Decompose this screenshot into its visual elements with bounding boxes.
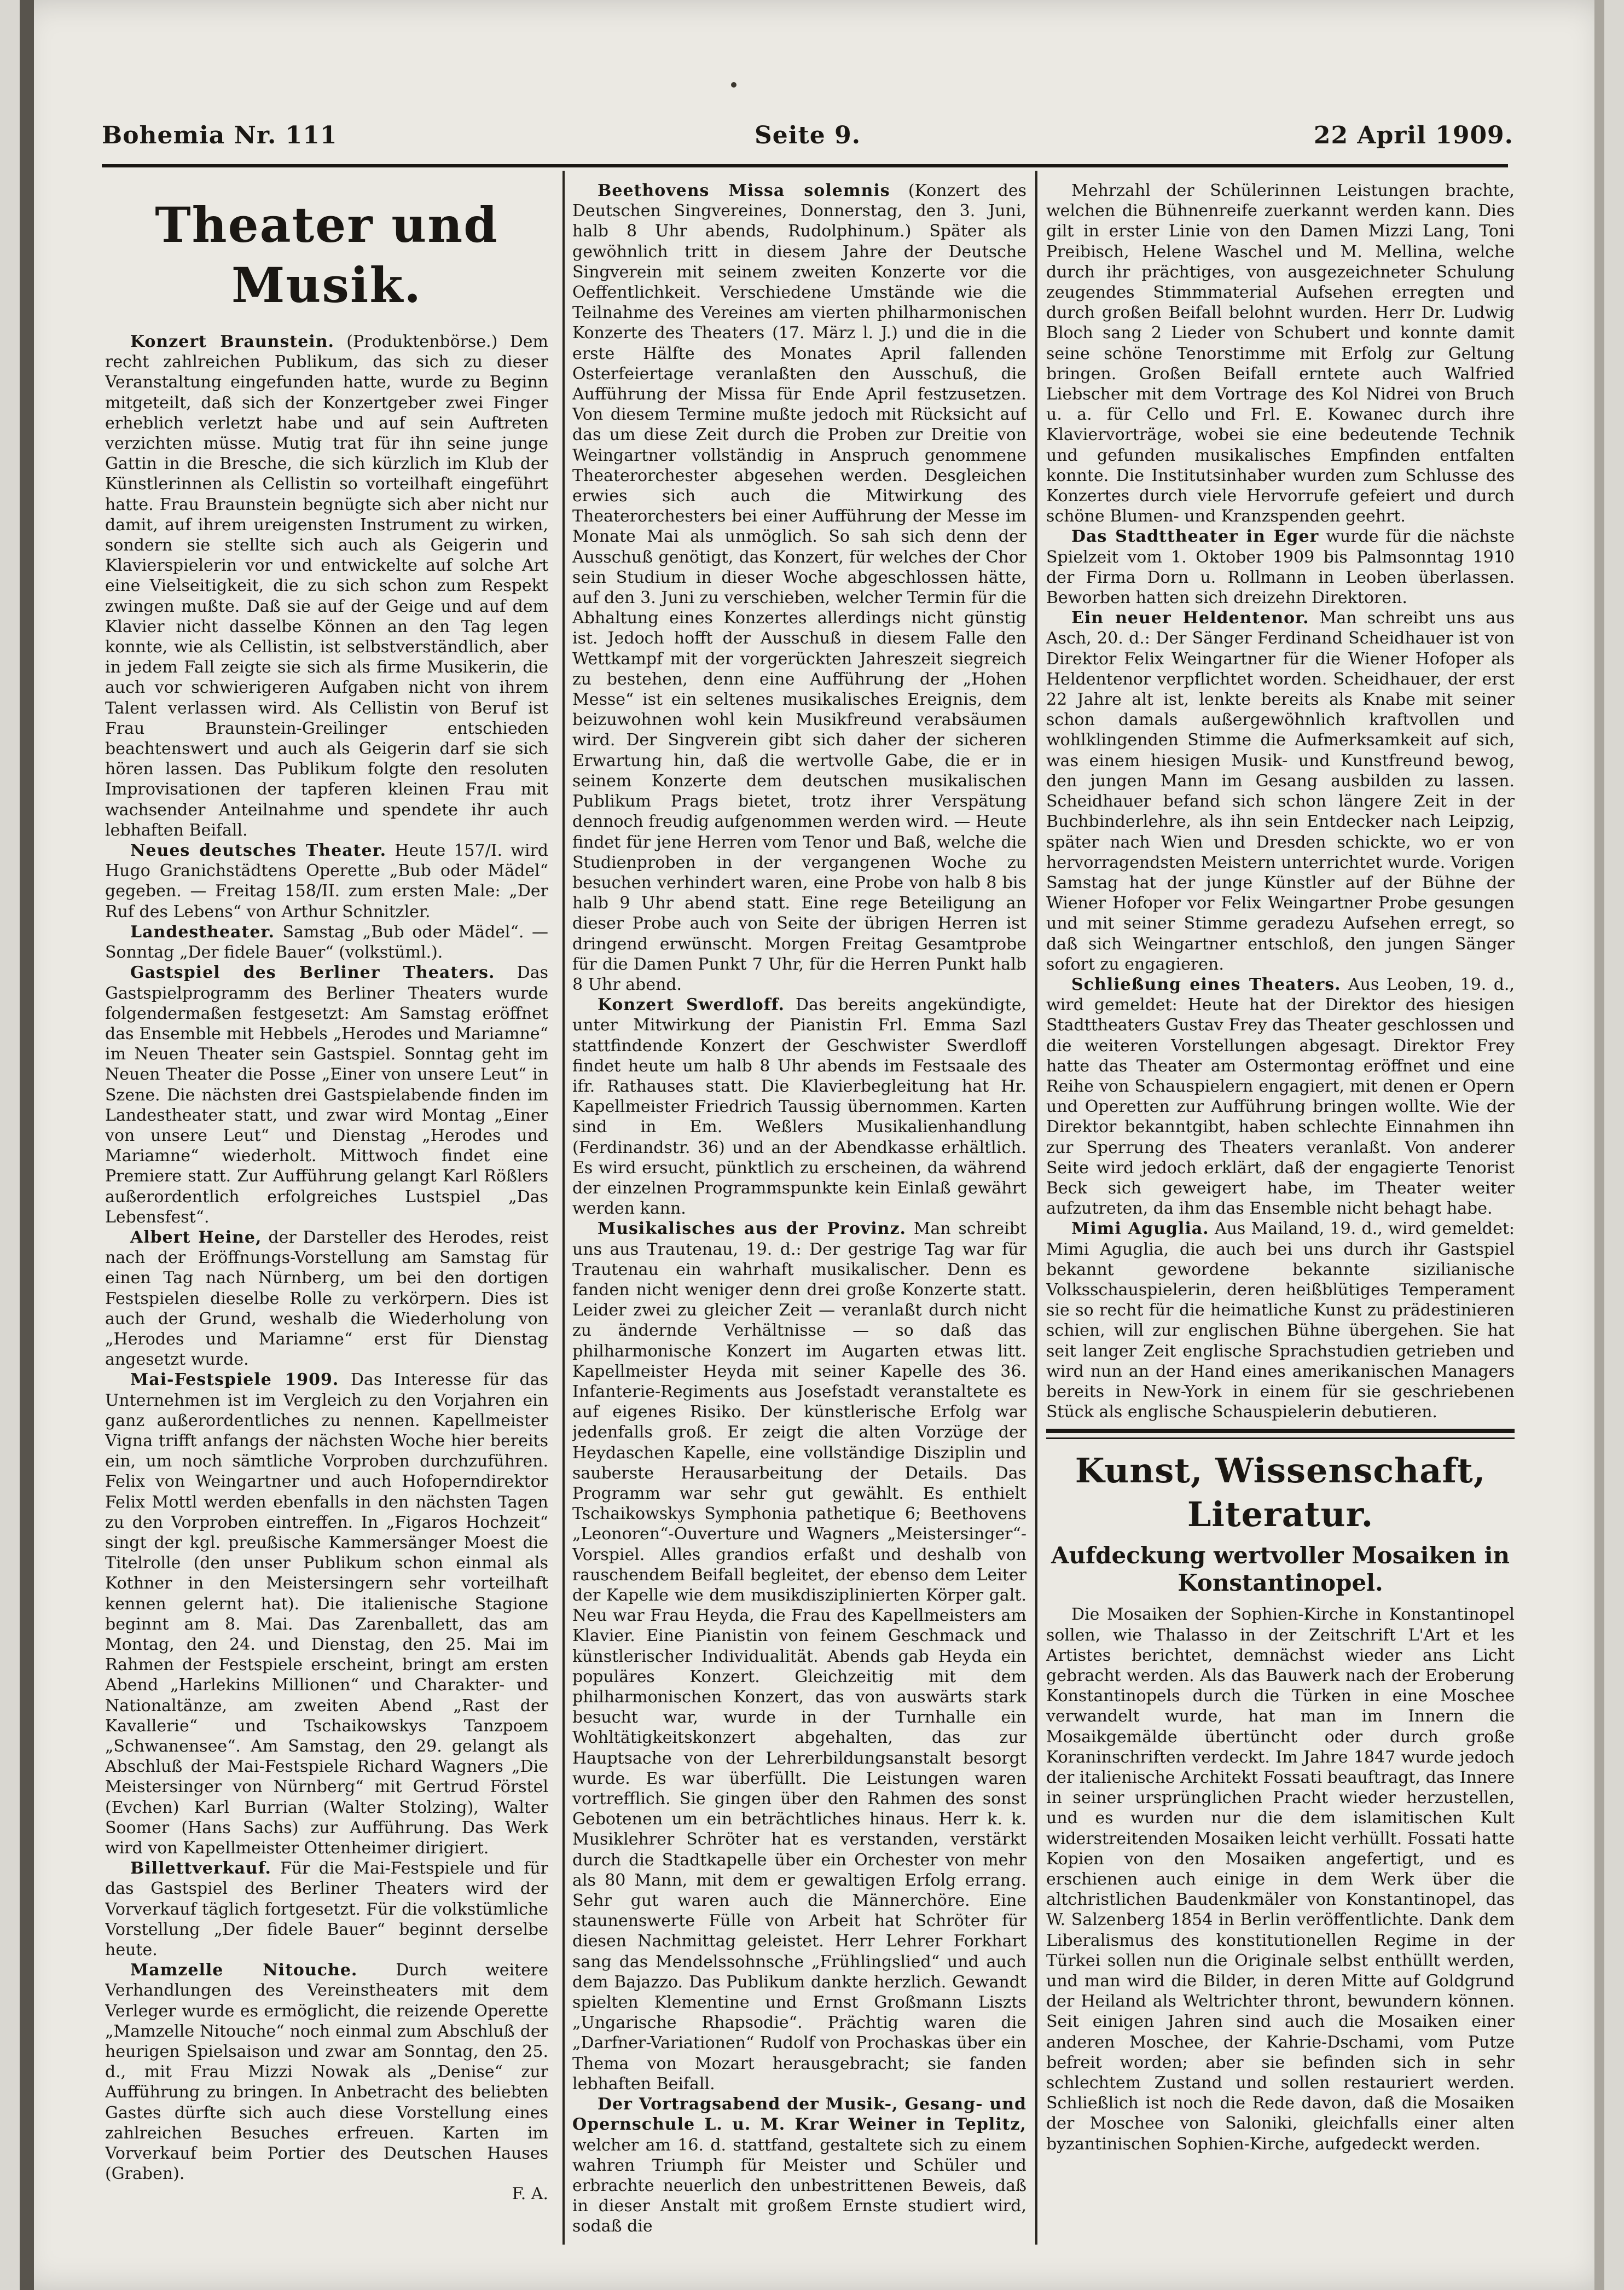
column-divider [562,171,565,2245]
article-keyword: Neues deutsches Theater. [130,841,387,861]
section-title: Theater und Musik. [155,196,498,314]
article-headline: Aufdeckung wertvoller Mosaiken in Konstantinopel. [1051,1542,1510,1597]
article-keyword: Mai-Festspiele 1909. [130,1370,339,1390]
article-keyword: Mamzelle Nitouche. [130,1961,358,1980]
article-paragraph [105,1227,548,1370]
article-paragraph [105,840,548,922]
article-paragraph [572,995,1026,1219]
article-text: (Produktenbörse.) Dem recht zahlreichen Publikum, das sich zu dieser Veranstaltung eingefunden hatte, wurde zu Beginn mitgeteilt, daß sich der Konzertgeber zwei Finger erheblich verletzt habe und auf sein Auftreten verzichten müsse. Mutig trat für ihn seine junge Gattin in die Bresche, die sich kürzlich im Klub der Künstlerinnen als Cellistin so vorteilhaft eingeführt hatte. Frau Braunstein begnügte sich aber nicht nur damit, auf ihrem ureigensten Instrument zu wirken, sondern sie stellte sich auch als Geigerin und Klavierspielerin vor und entwickelte auf solche Art eine Vielseitigkeit, die zu sich schon zum Respekt zwingen mußte. Daß sie auf der Geige und auf dem Klavier nicht dasselbe Können an den Tag legen konnte, wie als Cellistin, ist selbstverständlich, aber in jedem Fall zeigte sie sich als firme Musikerin, die auch vor schwierigeren Aufgaben nicht von ihrem Talent verlassen wird. Als Cellistin von Beruf ist Frau Braunstein-Greilinger entschieden beachtenswert und auch als Geigerin darf sie sich hören lassen. Das Publikum folgte den resoluten Improvisationen der tapferen kleinen Frau mit wachsender Anteilnahme und spendete ihr auch lebhaften Beifall. [105,332,548,840]
newspaper-page [20,0,1604,2290]
article-keyword: Konzert Swerdloff. [598,995,785,1015]
article-paragraph [1046,526,1515,608]
scan-edge [20,0,34,2290]
article-paragraph [1046,608,1515,975]
article-keyword: Billettverkauf. [130,1859,271,1879]
article-text: Aus Leoben, 19. d., wird gemeldet: Heute hat der Direktor des hiesigen Stadttheaters Gustav Frey das Theater geschlossen und die weiteren Vorstellungen abgesagt. Direktor Frey hatte das Theater am Ostermontag eröffnet und eine Reihe von Schauspielern engagiert, mit denen er Opern und Operetten zur Aufführung bringen wollte. Wie der Direktor bekanntgibt, haben schlechte Einnahmen ihn zur Sperrung des Theaters veranlaßt. Von anderer Seite wird jedoch erklärt, daß der engagierte Tenorist Beck sich geweigert habe, im Theater weiter aufzutreten, da ihm das Ensemble nicht behagt habe. [1046,975,1515,1219]
page-number: Seite 9. [754,121,861,149]
article-paragraph [105,1370,548,1858]
article-text: Aus Mailand, 19. d., wird gemeldet: Mimi Aguglia, die auch bei uns durch ihr Gastspiel bekannt gewordene bekannte sizilianische Volksschauspielerin, deren heißblütiges Temperament sie so recht für die heimatliche Kunst zu prädestinieren schien, will zur englischen Bühne übergehen. Sie hat seit langer Zeit englische Sprachstudien getrieben und wird nun an der Hand eines amerikanischen Managers bereits in New-York in einem für sie geschriebenen Stück als englische Schauspielerin debutieren. [1046,1219,1515,1422]
section-title-2: Kunst, Wissenschaft, Literatur. [1075,1451,1486,1535]
article-text: der Darsteller des Herodes, reist nach der Eröffnungs-Vorstellung am Samstag für einen Tag nach Nürnberg, um bei den dortigen Festspielen dieselbe Rolle zu verkörpern. Dies ist auch der Grund, weshalb die Wiederholung von „Herodes und Mariamne“ erst für Dienstag angesetzt wurde. [105,1227,548,1370]
article-paragraph [572,1219,1026,2094]
article-keyword: Mimi Aguglia. [1071,1219,1209,1239]
scan-edge [1594,0,1604,2290]
punch-mark [731,82,736,88]
article-text: Durch weitere Verhandlungen des Vereinstheaters mit dem Verleger wurde es ermöglicht, die reizende Operette „Mamzelle Nitouche“ noch einmal zum Abschluß der heurigen Spielsaison und zwar am Sonntag, den 25. d., mit Frau Mizzi Nowak als „Denise“ zur Aufführung zu bringen. In Anbetracht des beliebten Gastes dürfte sich auch diese Vorstellung eines zahlreichen Besuches erfreuen. Karten im Vorverkauf beim Portier des Deutschen Hauses (Graben). [105,1961,548,2184]
issue-label: Bohemia Nr. 111 [102,121,338,149]
article-text: welcher am 16. d. stattfand, gestaltete sich zu einem wahren Triumph für Meister und Schüler und erbrachte neuerlich den unbestrittenen Beweis, daß in dieser Anstalt mit großem Ernste studiert wird, sodaß die [572,2135,1026,2236]
article-paragraph [1046,1604,1515,2154]
article-text: Samstag „Bub oder Mädel“. — Sonntag „Der fidele Bauer“ (volkstüml.). [105,922,548,963]
article-keyword: Gastspiel des Berliner Theaters. [130,963,495,983]
article-text: Man schreibt uns aus Asch, 20. d.: Der Sänger Ferdinand Scheidhauer ist von Direktor Felix Weingartner für die Wiener Hofoper als Heldentenor verpflichtet worden. Scheidhauer, der erst 22 Jahre alt ist, lenkte bereits als Knabe mit seiner schon damals außergewöhnlich kraftvollen und wohlklingenden Stimme die Aufmerksamkeit auf sich, was einem hiesigen Musik- und Kunstfreund bewog, den jungen Mann im Gesang ausbilden zu lassen. Scheidhauer befand sich schon längere Zeit in der Buchbinderlehre, als ihn sein Entdecker nach Leipzig, später nach Wien und Dresden schickte, wo er von hervorragendsten Meistern unterrichtet wurde. Vorigen Samstag hat der junge Künstler auf der Bühne der Wiener Hofoper vor Felix Weingartner Probe gesungen und mit seiner Stimme geradezu Aufsehen erregt, so daß sich Weingartner entschloß, den jungen Sänger sofort zu engagieren. [1046,608,1515,974]
article-text: wurde für die nächste Spielzeit vom 1. Oktober 1909 bis Palmsonntag 1910 der Firma Dorn u. Rollmann in Leoben überlassen. Beworben hatten sich dreizehn Direktoren. [1046,527,1515,608]
article-keyword: Das Stadttheater in Eger [1071,527,1319,547]
page-header [102,121,1513,160]
article-paragraph [572,181,1026,995]
article-text: Man schreibt uns aus Trautenau, 19. d.: Der gestrige Tag war für Trautenau ein wahrhaft musikalischer. Denn es fanden nicht weniger denn drei große Konzerte statt. Leider zwei zu gleicher Zeit — veranlaßt durch nicht zu ändernde Verhältnisse — so daß das philharmonische Konzert im Augarten etwas litt. Kapellmeister Heyda mit seiner Kapelle des 36. Infanterie-Regiments aus Josefstadt veranstaltete es auf eigenes Risiko. Der künstlerische Erfolg war jedenfalls groß. Er zeigt die alten Vorzüge der Heydaschen Kapelle, eine vollständige Disziplin und sauberste Herausarbeitung der Details. Das Programm war sehr gut gewählt. Es enthielt Tschaikowskys Symphonia pathetique 6; Beethovens „Leonoren“-Ouverture und Wagners „Meistersinger“-Vorspiel. Alles grandios erfaßt und deshalb von rauschendem Beifall begleitet, der ebenso dem Leiter der Kapelle wie dem musikdisziplinierten Körper galt. Neu war Frau Heyda, die Frau des Kapellmeisters am Klavier. Eine Pianistin von feinem Geschmack und künstlerischer Individualität. Abends gab Heyda ein populäres Konzert. Gleichzeitig mit dem philharmonischen Konzert, das von auswärts stark besucht war, wurde in der Turnhalle ein Wohltätigkeitskonzert abgehalten, das zur Hauptsache von der Lehrerbildungsanstalt besorgt wurde. Es war überfüllt. Die Leistungen waren vortrefflich. Sie gingen über den Rahmen des sonst Gebotenen um ein beträchtliches hinaus. Herr k. k. Musiklehrer Schröter hat es verstanden, verstärkt durch die Stadtkapelle über ein Orchester von mehr als 80 Mann, mit dem er gewaltigen Erfolg errang. Sehr gut waren auch die Männerchöre. Eine staunenswerte Fülle von Arbeit hat Schröter für diesen Nachmittag geleistet. Herr Lehrer Forkhart sang das Mendelssohnsche „Frühlingslied“ und auch dem Bajazzo. Das Publikum dankte herzlich. Gewandt spielten Klementine und Ernst Großmann Liszts „Ungarische Rhapsodie“. Prächtig waren die „Darfner-Variationen“ Rudolf von Prochaskas über ein Thema von Mozart herausgebracht; sie fanden lebhaften Beifall. [572,1219,1026,2094]
article-text: Die Mosaiken der Sophien-Kirche in Konstantinopel sollen, wie Thalasso in der Zeitschrift L'Art et les Artistes berichtet, demnächst wieder ans Licht gebracht werden. Als das Bauwerk nach der Eroberung Konstantinopels durch die Türken in eine Moschee verwandelt wurde, hat man im Innern die Mosaikgemälde übertüncht oder durch große Koraninschriften verdeckt. Im Jahre 1847 wurde jedoch der italienische Architekt Fossati beauftragt, das Innere in seiner ursprünglichen Pracht wieder herzustellen, und es wurden nur die dem islamitischen Kult widerstreitenden Mosaiken leicht verhüllt. Fossati hatte Kopien von den Mosaiken angefertigt, und es erschienen auch einige in dem Werk über die altchristlichen Baudenkmäler von Konstantinopel, das W. Salzenberg 1854 in Berlin veröffentlichte. Dank dem Liberalismus des konstitutionellen Regime in der Türkei sollen nun die Originale selbst enthüllt werden, und man wird die Bilder, in deren Mitte auf Goldgrund der Heiland als Weltrichter thront, bewundern können. Seit einigen Jahren sind auch die Mosaiken einer anderen Moschee, der Kahrie-Dschami, vom Putze befreit worden; aber sie befinden sich in sehr schlechtem Zustand und sollen restauriert werden. Schließlich ist noch die Rede davon, daß die Mosaiken der Moschee von Saloniki, gleichfalls einer alten byzantinischen Sophien-Kirche, aufgedeckt werden. [1046,1605,1515,2154]
article-text: Mehrzahl der Schülerinnen Leistungen brachte, welchen die Bühnenreife zuerkannt werden kann. Dies gilt in erster Linie von den Damen Mizzi Lang, Toni Preibisch, Helene Waschel und M. Mellina, welche durch ihr prächtiges, von ausgezeichneter Schulung zeugendes Stimmmaterial Aufsehen erregten und durch großen Beifall belohnt wurden. Herr Dr. Ludwig Bloch sang 2 Lieder von Schubert und konnte damit seine schöne Tenorstimme mit Erfolg zur Geltung bringen. Großen Beifall erntete auch Walfried Liebscher mit dem Vortrage des Kol Nidrei von Bruch u. a. für Cello und Frl. E. Kowanec durch ihre Klaviervorträge, wobei sie eine bedeutende Technik und gefunden musikalisches Empfinden entfalten konnte. Die Institutsinhaber wurden zum Schlusse des Konzertes durch viele Hervorrufe gefeiert und durch schöne Blumen- und Kranzspenden geehrt. [1046,181,1515,526]
article-keyword: Schließung eines Theaters. [1071,975,1341,994]
column-2-body [572,181,1026,2237]
article-text: Das Interesse für das Unternehmen ist im Vergleich zu den Vorjahren ein ganz außerordentliches zu nennen. Kapellmeister Vigna trifft anfangs der nächsten Woche hier bereits ein, um noch sämtliche Vorproben durchzuführen. Felix von Weingartner und auch Hofoperndirektor Felix Mottl werden ebenfalls in den nächsten Tagen zu den Vorproben eintreffen. In „Figaros Hochzeit“ singt der kgl. preußische Kammersänger Moest die Titelrolle (den unser Publikum schon einmal als Kothner in den Meistersingern sehr vorteilhaft kennen gelernt hat). Die italienische Stagione beginnt am 8. Mai. Das Zarenballett, das am Montag, den 24. und Dienstag, den 25. Mai im Rahmen der Festspiele erscheint, bringt am ersten Abend „Harlekins Millionen“ und Charakter- und Nationaltänze, am zweiten Abend „Rast der Kavallerie“ und Tschaikowskys Tanzpoem „Schwanensee“. Am Samstag, den 29. gelangt als Abschluß der Mai-Festspiele Richard Wagners „Die Meistersinger von Nürnberg“ mit Gertrud Förstel (Evchen) Karl Burrian (Walter Stolzing), Walter Soomer (Hans Sachs) zur Aufführung. Das Werk wird von Kapellmeister Ottenheimer dirigiert. [105,1370,548,1858]
column-3-bottom [1046,1604,1515,2154]
article-paragraph [105,963,548,1227]
column-3-top [1046,181,1515,1422]
article-text: Für die Mai-Festspiele und für das Gastspiel des Berliner Theaters wird der Vorverkauf täglich fortgesetzt. Für die volkstümliche Vorstellung „Der fidele Bauer“ beginnt derselbe heute. [105,1859,548,1960]
article-paragraph [572,2094,1026,2236]
column-divider [1035,171,1037,2245]
article-text: (Konzert des Deutschen Singvereines, Donnerstag, den 3. Juni, halb 8 Uhr abends, Rudolphinum.) Später als gewöhnlich tritt in diesem Jahre der Deutsche Singverein mit seinem zweiten Konzerte vor die Oeffentlichkeit. Verschiedene Umstände wie die Teilnahme des Vereines am vierten philharmonischen Konzerte des Theaters (17. März l. J.) und die in die erste Hälfte des Monates April fallenden Osterfeiertage veranlaßten den Ausschuß, die Aufführung der Missa für Ende April festzusetzen. Von diesem Termine mußte jedoch mit Rücksicht auf das um diese Zeit durch die Proben zur Dreitie von Weingartner vollständig in Anspruch genommene Theaterorchester abgesehen werden. Desgleichen erwies sich auch die Mitwirkung des Theaterorchesters bei einer Aufführung der Messe im Monate Mai als unmöglich. So sah sich denn der Ausschuß genötigt, das Konzert, für welches der Chor sein Studium in dieser Woche abgeschlossen hätte, auf den 3. Juni zu verschieben, welcher Termin für die Abhaltung eines Konzertes allerdings nicht günstig ist. Jedoch hofft der Ausschuß in diesem Falle den Wettkampf mit der vorgerückten Jahreszeit siegreich zu bestehen, denn eine Aufführung der „Hohen Messe“ ist ein seltenes musikalisches Ereignis, dem beizuwohnen wohl kein Musikfreund verabsäumen wird. Der Singverein gibt sich daher der sicheren Erwartung hin, daß die wertvolle Gabe, die er in seinem Konzerte dem deutschen musikalischen Publikum Prags bietet, trotz ihrer Verspätung dennoch freudig aufgenommen werden wird. — Heute findet für jene Herren vom Tenor und Baß, welche die Studienproben in der vergangenen Woche zu besuchen verhindert waren, eine Probe von halb 8 bis halb 9 Uhr abend statt. Eine rege Beteiligung an dieser Probe auch von Seite der übrigen Herren ist dringend erwünscht. Morgen Freitag Gesamtprobe für die Damen Punkt 7 Uhr, für die Herren Punkt halb 8 Uhr abend. [572,181,1026,994]
article-keyword: Albert Heine, [130,1227,262,1247]
article-paragraph [1046,181,1515,526]
article-keyword: Landestheater. [130,922,275,942]
article-paragraph [1046,1219,1515,1422]
column-1-body [105,332,548,2184]
column-3 [1046,181,1515,2282]
article-paragraph [105,1858,548,1960]
author-signature: F. A. [512,2184,548,2204]
article-paragraph [1046,975,1515,1219]
article-text: Das Gastspielprogramm des Berliner Theaters wurde folgendermaßen festgesetzt: Am Samstag eröffnet das Ensemble mit Hebbels „Herodes und Mariamne“ im Neuen Theater sein Gastspiel. Sonntag geht im Neuen Theater die Posse „Einer von unsere Leut“ in Szene. Die nächsten drei Gastspielabende finden im Landestheater statt, und zwar wird Montag „Einer von unsere Leut“ und Dienstag „Herodes und Mariamne“ wiederholt. Mittwoch findet eine Premiere statt. Zur Aufführung gelangt Karl Rößlers außerordentlich erfolgreiches Lustspiel „Das Lebensfest“. [105,963,548,1227]
section-rule [1046,1429,1515,1433]
column-2 [572,181,1026,2282]
article-paragraph [105,922,548,963]
article-keyword: Konzert Braunstein. [130,332,334,351]
article-paragraph [105,1960,548,2184]
column-1 [105,181,548,2282]
article-paragraph [105,332,548,840]
article-text: Das bereits angekündigte, unter Mitwirkung der Pianistin Frl. Emma Sazl stattfindende Konzert der Geschwister Swerdloff findet heute um halb 8 Uhr abends im Festsaale des ifr. Rathauses statt. Die Klavierbegleitung hat Hr. Kapellmeister Friedrich Taussig übernommen. Karten sind in Em. Weßlers Musikalienhandlung (Ferdinandstr. 36) und an der Abendkasse erhältlich. Es wird ersucht, pünktlich zu erscheinen, da während der einzelnen Programmspunkte kein Einlaß gewährt werden kann. [572,995,1026,1219]
article-keyword: Musikalisches aus der Provinz. [598,1219,906,1239]
article-keyword: Der Vortragsabend der Musik-, Gesang- und Opernschule L. u. M. Krar Weiner in Teplitz, [572,2095,1026,2135]
issue-date: 22 April 1909. [1313,121,1513,149]
header-rule [102,164,1508,167]
article-keyword: Ein neuer Heldentenor. [1071,608,1309,628]
article-keyword: Beethovens Missa solemnis [598,181,890,200]
article-text: Heute 157/I. wird Hugo Granichstädtens Operette „Bub oder Mädel“ gegeben. — Freitag 158/II. zum ersten Male: „Der Ruf des Lebens“ von Arthur Schnitzler. [105,841,548,921]
section-rule [1046,1437,1515,1439]
